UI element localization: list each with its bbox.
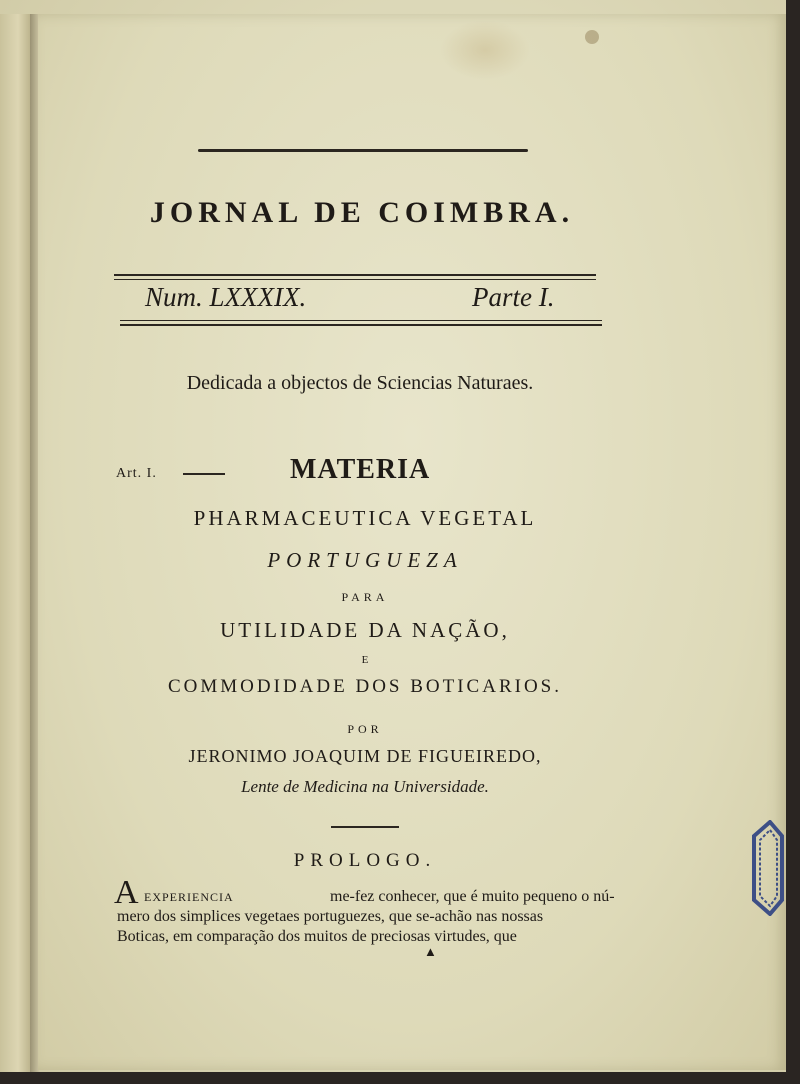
article-title-main: MATERIA	[290, 454, 431, 485]
body-line-1-start	[144, 888, 234, 906]
journal-title: JORNAL DE COIMBRA.	[149, 196, 575, 229]
article-label: Art. I.	[116, 466, 157, 481]
issue-number: Num. LXXXIX.	[145, 282, 307, 312]
article-dash	[183, 473, 225, 475]
issue-rule-top	[114, 274, 596, 276]
prologue-heading: PROLOGO.	[293, 850, 437, 871]
body-line-3: Boticas, em comparação dos muitos de preciosas virtudes, que	[117, 928, 517, 945]
top-rule	[198, 149, 528, 152]
article-author-role: Lente de Medicina na Universidade.	[241, 777, 489, 796]
article-by: POR	[347, 722, 383, 736]
book-binding	[0, 14, 31, 1074]
issue-rule-bottom-thin	[120, 320, 602, 321]
article-title-line3: PORTUGUEZA	[267, 548, 463, 572]
drop-cap: A	[114, 874, 139, 911]
scan-edge-right	[786, 0, 800, 1084]
issue-part: Parte I.	[472, 282, 555, 312]
scan-edge-bottom	[0, 1072, 800, 1084]
paper-stain	[440, 20, 530, 80]
signature-mark-icon: ▲	[424, 944, 437, 959]
article-title-line4: UTILIDADE DA NAÇÃO,	[220, 618, 510, 642]
article-author: JERONIMO JOAQUIM DE FIGUEIREDO,	[188, 746, 542, 766]
body-line-2: mero dos simplices vegetaes portuguezes, que se-achão nas nossas	[117, 908, 544, 925]
article-title-line2: PHARMACEUTICA VEGETAL	[193, 506, 537, 530]
section-rule	[331, 826, 399, 828]
article-title-para: PARA	[341, 590, 389, 604]
issue-rule-top-thin	[114, 279, 596, 280]
dedication: Dedicada a objectos de Sciencias Naturaes.	[186, 372, 534, 394]
article-title-line5: COMMODIDADE DOS BOTICARIOS.	[168, 676, 562, 697]
article-title-conjunction: E	[361, 654, 369, 666]
body-smallcaps: EXPERIENCIA	[144, 890, 234, 904]
paper-spot	[585, 30, 599, 44]
issue-rule-bottom	[120, 324, 602, 326]
body-line-1: me-fez conhecer, que é muito pequeno o nú-	[330, 888, 615, 905]
library-stamp-icon	[748, 820, 784, 916]
